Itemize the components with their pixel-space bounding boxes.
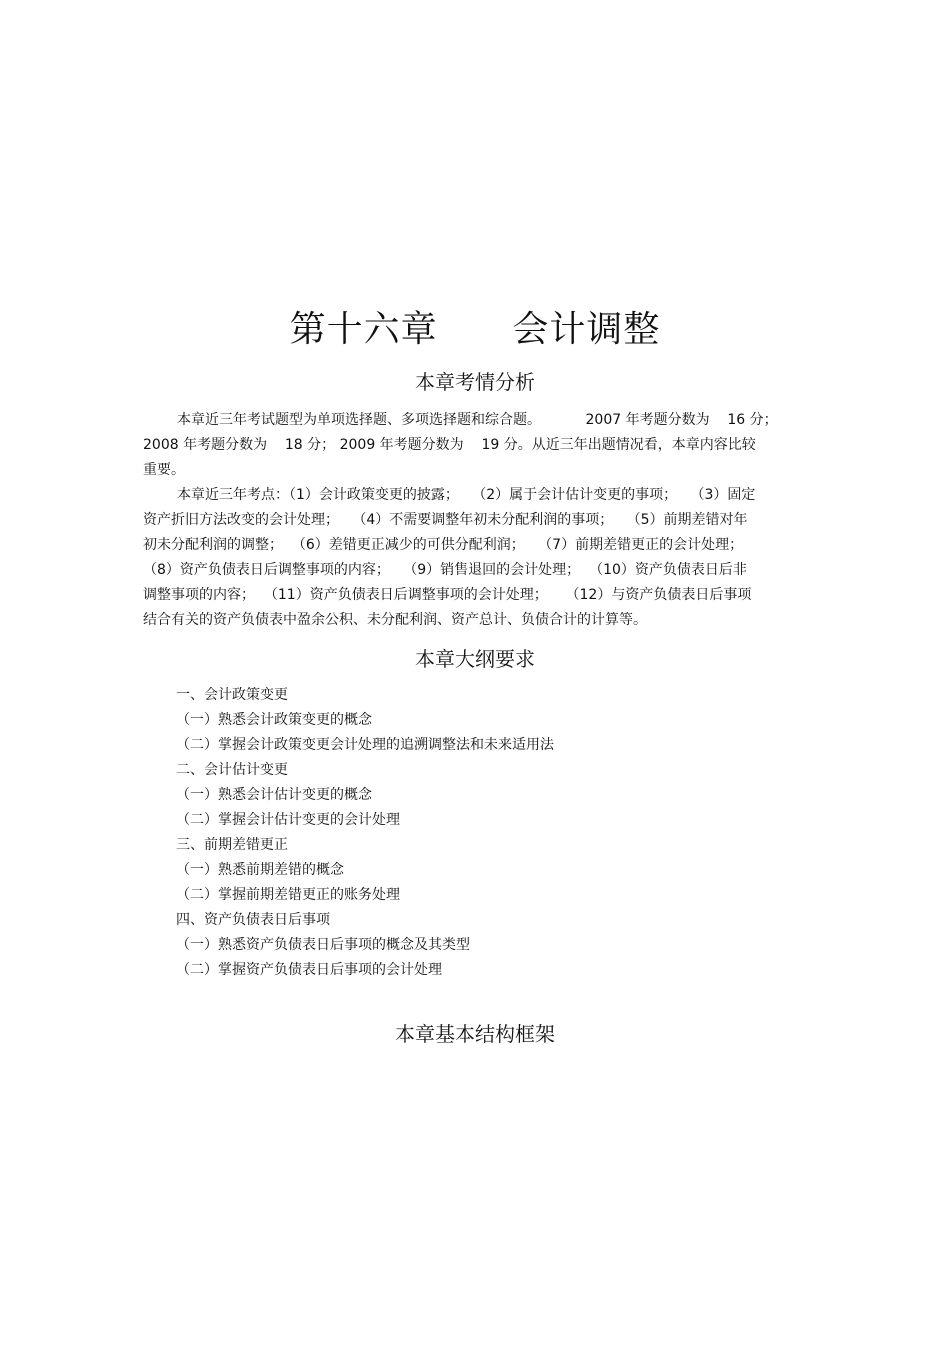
syllabus-subitem: （一）熟悉前期差错的概念 bbox=[176, 862, 344, 878]
paragraph-line: 2008 年考题分数为 18 分； 2009 年考题分数为 19 分。从近三年出题情况看，本章内容比较 bbox=[143, 437, 756, 453]
syllabus-subitem: （一）熟悉资产负债表日后事项的概念及其类型 bbox=[176, 937, 470, 953]
paragraph-line: （8）资产负债表日后调整事项的内容； （9）销售退回的会计处理； （10）资产负债表日后非 bbox=[143, 562, 747, 578]
paragraph-line: 初未分配利润的调整； （6）差错更正减少的可供分配利润； （7）前期差错更正的会计处理； bbox=[143, 537, 744, 553]
syllabus-item: 二、会计估计变更 bbox=[176, 762, 288, 778]
chapter-title: 第十六章 会计调整 bbox=[289, 309, 661, 350]
syllabus-subitem: （二）掌握会计估计变更的会计处理 bbox=[176, 812, 400, 828]
paragraph-line: 本章近三年考试题型为单项选择题、多项选择题和综合题。 2007 年考题分数为 16 分； bbox=[177, 412, 778, 428]
section-heading-exam-analysis: 本章考情分析 bbox=[415, 370, 535, 394]
syllabus-item: 四、资产负债表日后事项 bbox=[176, 912, 330, 928]
syllabus-subitem: （二）掌握会计政策变更会计处理的追溯调整法和未来适用法 bbox=[176, 737, 554, 753]
paragraph-line: 本章近三年考点：（1）会计政策变更的披露； （2）属于会计估计变更的事项； （3）固定 bbox=[177, 487, 756, 503]
syllabus-subitem: （一）熟悉会计政策变更的概念 bbox=[176, 712, 372, 728]
section-heading-framework: 本章基本结构框架 bbox=[395, 1022, 555, 1046]
syllabus-list bbox=[176, 683, 554, 983]
exam-points-paragraph bbox=[143, 483, 809, 633]
paragraph-line: 调整事项的内容； （11）资产负债表日后调整事项的会计处理； （12）与资产负债表日后事项 bbox=[143, 587, 752, 603]
syllabus-item: 三、前期差错更正 bbox=[176, 837, 288, 853]
exam-analysis-paragraph bbox=[143, 408, 809, 483]
syllabus-subitem: （二）掌握前期差错更正的账务处理 bbox=[176, 887, 400, 903]
syllabus-item: 一、会计政策变更 bbox=[176, 687, 288, 703]
paragraph-line: 结合有关的资产负债表中盈余公积、未分配利润、资产总计、负债合计的计算等。 bbox=[143, 612, 647, 628]
paragraph-line: 资产折旧方法改变的会计处理； （4）不需要调整年初未分配利润的事项； （5）前期差错对年 bbox=[143, 512, 748, 528]
syllabus-subitem: （一）熟悉会计估计变更的概念 bbox=[176, 787, 372, 803]
syllabus-subitem: （二）掌握资产负债表日后事项的会计处理 bbox=[176, 962, 442, 978]
section-heading-syllabus: 本章大纲要求 bbox=[415, 647, 535, 671]
paragraph-line: 重要。 bbox=[143, 462, 185, 478]
